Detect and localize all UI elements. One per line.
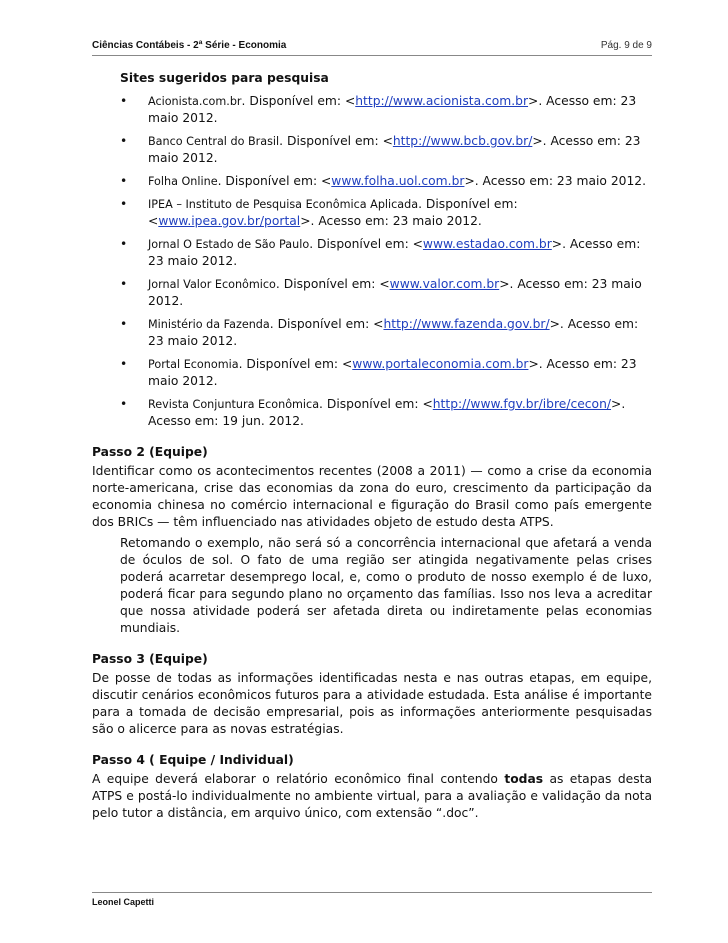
passo4-text-a: A equipe deverá elaborar o relatório econômico final contendo <box>92 772 505 786</box>
site-text-post: >. Acesso em: 19 jun. 2012. <box>148 397 626 428</box>
header-page-number: Pág. 9 de 9 <box>600 40 652 51</box>
site-text-post: >. Acesso em: 23 maio 2012. <box>300 214 482 228</box>
site-list-item <box>92 356 652 390</box>
bullet-icon: • <box>120 197 128 211</box>
site-source: Jornal O Estado de São Paulo <box>148 238 310 251</box>
footer-rule <box>92 892 652 893</box>
header-course: Ciências Contábeis - 2ª Série - Economia <box>92 40 287 51</box>
page-body <box>92 70 652 822</box>
site-text-pre: . Disponível em: < <box>238 357 353 371</box>
site-link[interactable]: www.ipea.gov.br/portal <box>158 214 301 228</box>
bullet-icon: • <box>120 174 128 188</box>
site-text-pre: . Disponível em: < <box>319 397 433 411</box>
site-source: Ministério da Fazenda <box>148 318 270 331</box>
passo3-title: Passo 3 (Equipe) <box>92 652 208 666</box>
site-list-item <box>92 276 652 310</box>
passo2-example: Retomando o exemplo, não será só a concorrência internacional que afetará a venda de óculos de sol. O fato de uma região ser atingida negativamente pelas crises poderá acarretar desemprego local, e, como o produto de nosso exemplo é de luxo, poderá ficar para segundo plano no orçamento das famílias. Isso nos leva a acreditar que nossa atividade poderá ser afetada direta ou indiretamente pelas economias mundiais. <box>120 536 652 635</box>
site-text-post: >. Acesso em: 23 maio 2012. <box>148 277 642 308</box>
site-link[interactable]: www.estadao.com.br <box>422 237 552 251</box>
passo2-paragraph: Identificar como os acontecimentos recentes (2008 a 2011) — como a crise da economia norte-americana, crise das economias da zona do euro, crescimento da participação da economia chinesa no comércio internacional e figuração do Brasil como país emergente dos BRICs — têm influenciado nas atividades objeto de estudo desta ATPS. <box>92 464 652 529</box>
site-text-post: >. Acesso em: 23 maio 2012. <box>148 357 637 388</box>
site-text-post: >. Acesso em: 23 maio 2012. <box>148 94 637 125</box>
header-rule <box>92 55 652 56</box>
site-text-pre: . Disponível em: < <box>148 197 518 228</box>
site-source: Folha Online <box>148 175 218 188</box>
site-source: IPEA – Instituto de Pesquisa Econômica Aplicada <box>148 198 419 211</box>
site-link[interactable]: http://www.fazenda.gov.br/ <box>383 317 550 331</box>
bullet-icon: • <box>120 277 128 291</box>
bullet-icon: • <box>120 397 128 411</box>
site-source: Acionista.com.br <box>148 95 242 108</box>
site-list-item <box>92 316 652 350</box>
sites-list <box>92 93 652 430</box>
site-list-item <box>92 396 652 430</box>
site-link[interactable]: www.folha.uol.com.br <box>331 174 465 188</box>
site-list-item <box>92 236 652 270</box>
passo4-title: Passo 4 ( Equipe / Individual) <box>92 753 294 767</box>
site-list-item <box>92 133 652 167</box>
site-list-item <box>92 173 652 190</box>
site-text-pre: . Disponível em: < <box>279 134 393 148</box>
site-text-post: >. Acesso em: 23 maio 2012. <box>148 134 641 165</box>
site-link[interactable]: http://www.fgv.br/ibre/cecon/ <box>432 397 612 411</box>
passo4-paragraph <box>92 771 652 822</box>
passo3-paragraph: De posse de todas as informações identificadas nesta e nas outras etapas, em equipe, discutir cenários econômicos futuros para a atividade estudada. Esta análise é importante para a tomada de decisão empresarial, pois as informações anteriormente pesquisadas são o alicerce para as novas estratégias. <box>92 671 652 736</box>
site-source: Revista Conjuntura Econômica <box>148 398 320 411</box>
bullet-icon: • <box>120 317 128 331</box>
site-source: Banco Central do Brasil <box>148 135 280 148</box>
site-link[interactable]: http://www.acionista.com.br <box>355 94 529 108</box>
site-text-pre: . Disponível em: < <box>217 174 332 188</box>
site-list-item <box>92 196 652 230</box>
site-text-pre: . Disponível em: < <box>269 317 384 331</box>
site-text-post: >. Acesso em: 23 maio 2012. <box>148 237 641 268</box>
site-link[interactable]: http://www.bcb.gov.br/ <box>392 134 533 148</box>
site-link[interactable]: www.valor.com.br <box>389 277 500 291</box>
site-link[interactable]: www.portaleconomia.com.br <box>352 357 529 371</box>
sites-title: Sites sugeridos para pesquisa <box>120 71 329 85</box>
site-source: Portal Economia <box>148 358 239 371</box>
bullet-icon: • <box>120 237 128 251</box>
site-text-pre: . Disponível em: < <box>241 94 356 108</box>
site-text-post: >. Acesso em: 23 maio 2012. <box>148 317 639 348</box>
footer-author: Leonel Capetti <box>92 897 155 907</box>
site-text-pre: . Disponível em: < <box>275 277 390 291</box>
bullet-icon: • <box>120 134 128 148</box>
site-source: Jornal Valor Econômico <box>148 278 276 291</box>
passo2-title: Passo 2 (Equipe) <box>92 445 208 459</box>
site-text-pre: . Disponível em: < <box>309 237 423 251</box>
site-text-post: >. Acesso em: 23 maio 2012. <box>464 174 647 188</box>
bullet-icon: • <box>120 357 128 371</box>
passo4-text-b: as etapas desta ATPS e postá-lo individualmente no ambiente virtual, para a avaliação e validação da nota pelo tutor a distância, em arquivo único, com extensão “.doc”. <box>92 772 652 820</box>
site-list-item <box>92 93 652 127</box>
passo4-bold: todas <box>504 772 544 786</box>
bullet-icon: • <box>120 94 128 108</box>
